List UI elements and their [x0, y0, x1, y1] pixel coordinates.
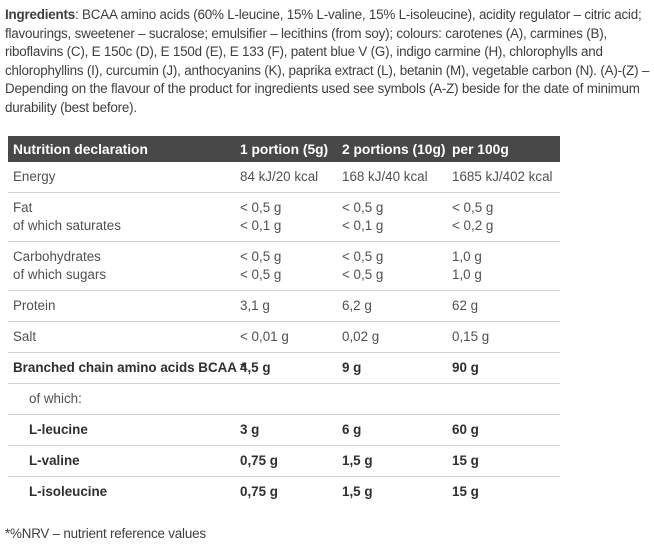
cell-line: of which:	[29, 391, 82, 406]
cell-line: 1685 kJ/402 kcal	[452, 169, 553, 184]
cell-line: < 0,5 g	[240, 200, 282, 215]
cell-line: < 0,01 g	[240, 329, 289, 344]
row-value-cell	[240, 384, 342, 415]
cell-line: < 0,1 g	[240, 218, 282, 233]
row-label-cell	[8, 193, 240, 242]
col-header-2-portions: 2 portions (10g)	[342, 136, 452, 162]
row-value-cell	[342, 415, 452, 446]
ingredients-text: : BCAA amino acids (60% L-leucine, 15% L-valine, 15% L-isoleucine), acidity regulator – citric acid; flavourings, sweetener – sucralose; emulsifier – lecithins (from soy); colours: carotenes (A), carmines (B), riboflavins (C), E 150c (D), E 150d (E), E 133 (F), patent blue V (G), indigo carmine (H), chlorophylls and chlorophyllins (I), curcumin (J), anthocyanins (K), paprika extract (L), betanin (M), vegetable carbon (N). (A)-(Z) – Depending on the flavour of the product for ingredients used see symbols (A-Z) beside for the date of minimum durability (best before).	[5, 7, 650, 115]
row-label-cell	[8, 477, 240, 508]
table-row	[8, 477, 560, 508]
table-row	[8, 193, 560, 242]
row-value-cell	[240, 415, 342, 446]
row-value-cell	[452, 322, 560, 353]
cell-line: < 0,5 g	[342, 249, 384, 264]
table-row	[8, 446, 560, 477]
cell-line: 168 kJ/40 kcal	[342, 169, 428, 184]
row-value-cell	[452, 242, 560, 291]
row-value-cell	[452, 384, 560, 415]
row-label-cell	[8, 353, 246, 384]
cell-line: 60 g	[452, 422, 479, 437]
nrv-footnote: *%NRV – nutrient reference values	[5, 526, 206, 541]
row-value-cell	[452, 193, 560, 242]
row-value-cell	[240, 446, 342, 477]
cell-line: 0,02 g	[342, 329, 380, 344]
row-value-cell	[240, 353, 342, 384]
row-value-cell	[452, 162, 560, 193]
row-value-cell	[342, 477, 452, 508]
cell-line: Protein	[13, 298, 56, 313]
cell-line: 0,15 g	[452, 329, 490, 344]
row-value-cell	[452, 415, 560, 446]
cell-line: 4,5 g	[240, 360, 271, 375]
table-row	[8, 415, 560, 446]
col-header-nutrition-declaration: Nutrition declaration	[8, 136, 240, 162]
table-row	[8, 242, 560, 291]
cell-line: 15 g	[452, 484, 479, 499]
cell-line: < 0,5 g	[240, 249, 282, 264]
row-label-cell	[8, 415, 240, 446]
row-value-cell	[240, 477, 342, 508]
table-header-row	[8, 136, 560, 162]
row-value-cell	[342, 384, 452, 415]
table-row	[8, 322, 560, 353]
cell-line: of which saturates	[13, 218, 121, 233]
row-value-cell	[240, 242, 342, 291]
cell-line: 84 kJ/20 kcal	[240, 169, 319, 184]
cell-line: < 0,2 g	[452, 218, 494, 233]
row-value-cell	[342, 446, 452, 477]
table-row	[8, 384, 560, 415]
row-label-cell	[8, 291, 240, 322]
cell-line: L-isoleucine	[29, 484, 108, 499]
cell-line: < 0,5 g	[452, 200, 494, 215]
row-label-cell	[8, 242, 240, 291]
col-header-1-portion: 1 portion (5g)	[240, 136, 342, 162]
cell-line: Carbohydrates	[13, 249, 101, 264]
cell-line: 1,0 g	[452, 267, 482, 282]
table-row	[8, 291, 560, 322]
table-row	[8, 353, 560, 384]
cell-line: Salt	[13, 329, 37, 344]
row-value-cell	[342, 322, 452, 353]
cell-line: 9 g	[342, 360, 362, 375]
row-label-cell	[8, 384, 240, 415]
row-value-cell	[452, 446, 560, 477]
col-header-per-100g: per 100g	[452, 136, 560, 162]
cell-line: 0,75 g	[240, 484, 278, 499]
row-label-cell	[8, 446, 240, 477]
cell-line: 3,1 g	[240, 298, 270, 313]
cell-line: L-leucine	[29, 422, 88, 437]
cell-line: < 0,5 g	[342, 267, 384, 282]
row-value-cell	[240, 291, 342, 322]
product-info-page	[0, 6, 654, 547]
row-value-cell	[342, 242, 452, 291]
row-value-cell	[452, 353, 560, 384]
row-value-cell	[342, 193, 452, 242]
table-row	[8, 162, 560, 193]
row-value-cell	[342, 353, 452, 384]
ingredients-label: Ingredients	[5, 7, 75, 22]
cell-line: < 0,5 g	[240, 267, 282, 282]
cell-line: 1,0 g	[452, 249, 482, 264]
row-value-cell	[452, 291, 560, 322]
cell-line: L-valine	[29, 453, 80, 468]
cell-line: < 0,5 g	[342, 200, 384, 215]
row-label-cell	[8, 162, 240, 193]
ingredients-paragraph	[5, 6, 650, 117]
cell-line: < 0,1 g	[342, 218, 384, 233]
cell-line: Energy	[13, 169, 56, 184]
cell-line: 6 g	[342, 422, 362, 437]
cell-line: 1,5 g	[342, 484, 373, 499]
cell-line: of which sugars	[13, 267, 107, 282]
cell-line: 1,5 g	[342, 453, 373, 468]
cell-line: 15 g	[452, 453, 479, 468]
cell-line: 90 g	[452, 360, 479, 375]
cell-line: 0,75 g	[240, 453, 278, 468]
cell-line: 6,2 g	[342, 298, 372, 313]
row-label-cell	[8, 322, 240, 353]
row-value-cell	[342, 162, 452, 193]
row-value-cell	[240, 322, 342, 353]
cell-line: Branched chain amino acids BCAA *	[13, 360, 246, 375]
row-value-cell	[342, 291, 452, 322]
row-value-cell	[452, 477, 560, 508]
cell-line: 62 g	[452, 298, 479, 313]
cell-line: Fat	[13, 200, 33, 215]
row-value-cell	[240, 193, 342, 242]
cell-line: 3 g	[240, 422, 260, 437]
row-value-cell	[240, 162, 342, 193]
nutrition-table	[8, 136, 560, 507]
